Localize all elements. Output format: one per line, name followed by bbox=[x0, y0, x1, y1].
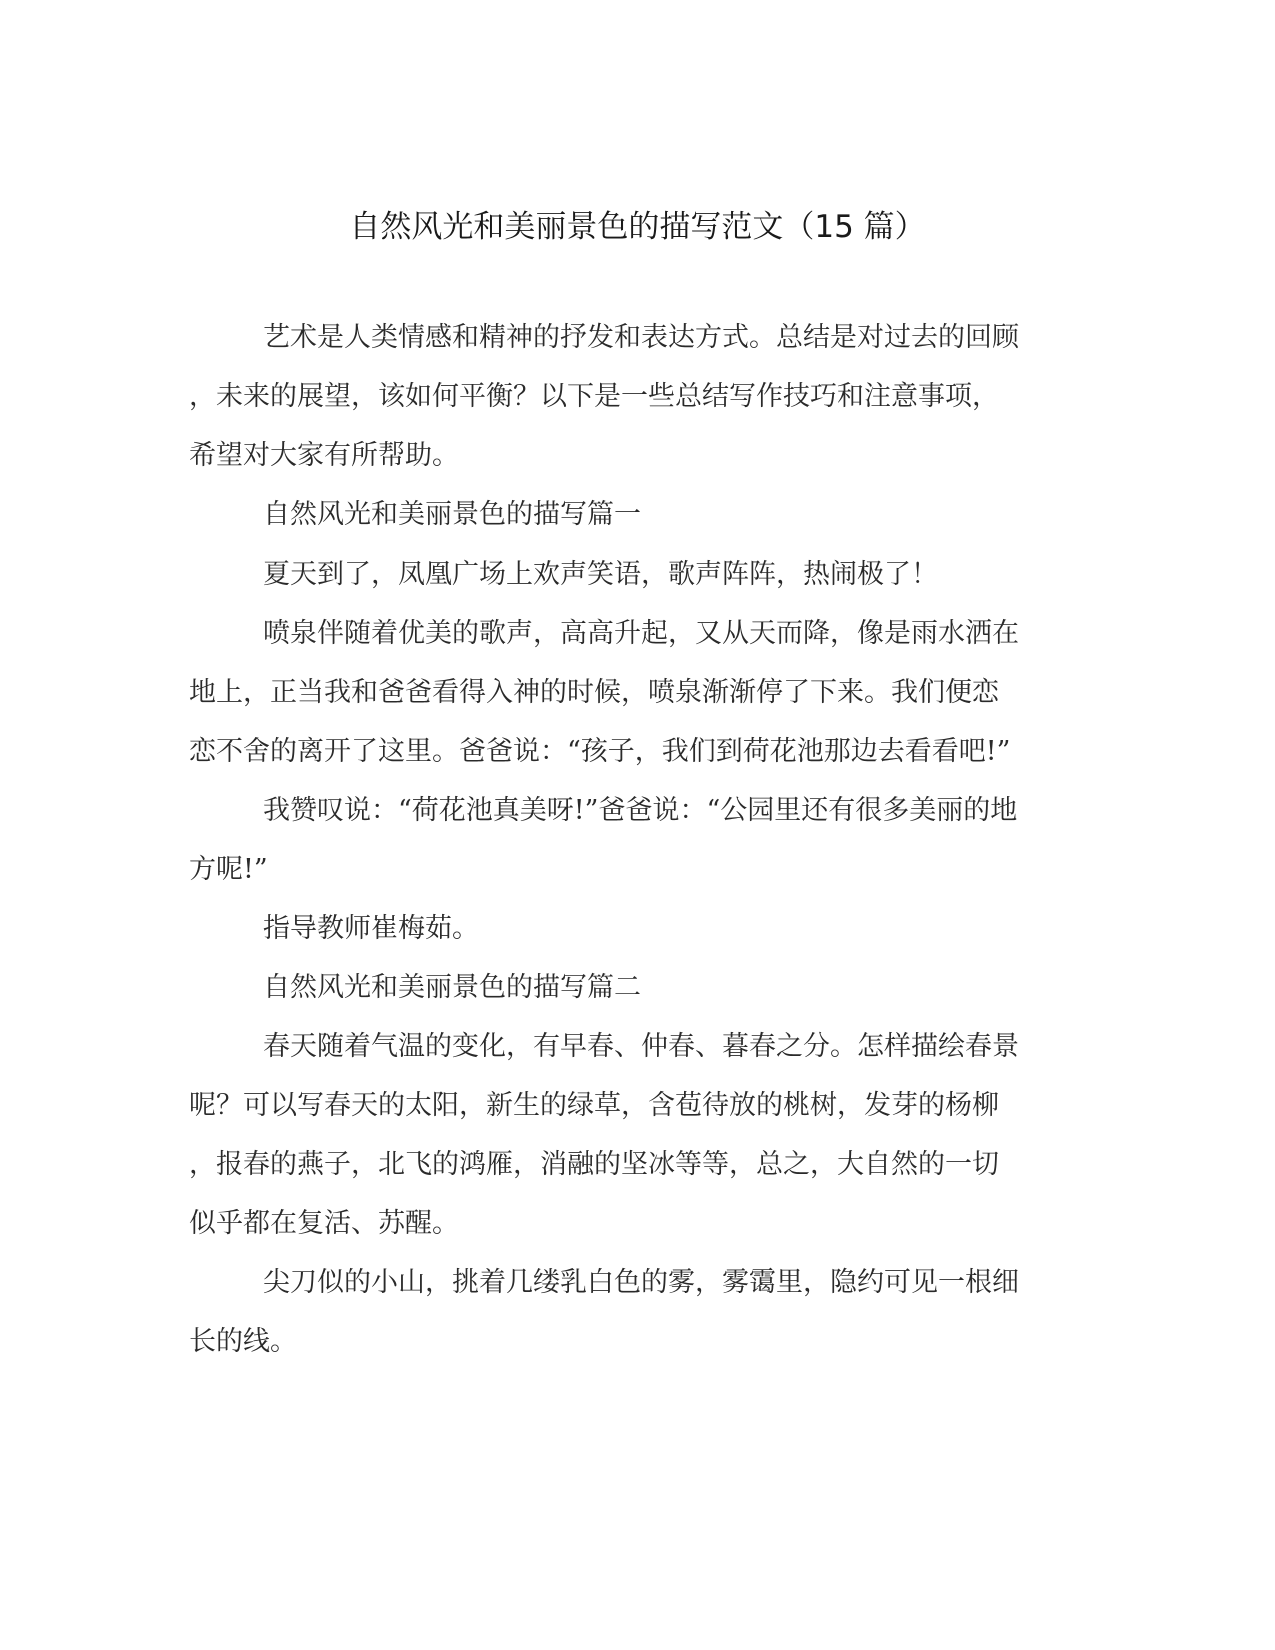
text-line: 地上，正当我和爸爸看得入神的时候，喷泉渐渐停了下来。我们便恋 bbox=[189, 677, 999, 708]
text-line: 夏天到了，凤凰广场上欢声笑语，歌声阵阵，热闹极了！ bbox=[263, 559, 938, 590]
text-line: 长的线。 bbox=[189, 1326, 297, 1357]
text-line: 喷泉伴随着优美的歌声，高高升起，又从天而降，像是雨水洒在 bbox=[263, 618, 1019, 649]
text-line: 似乎都在复活、苏醒。 bbox=[189, 1208, 459, 1239]
text-line: 方呢!” bbox=[189, 854, 268, 885]
text-line: 恋不舍的离开了这里。爸爸说：“孩子，我们到荷花池那边去看看吧!” bbox=[189, 736, 1011, 767]
section-heading: 自然风光和美丽景色的描写篇一 bbox=[263, 499, 641, 530]
document-title: 自然风光和美丽景色的描写范文（15 篇） bbox=[349, 209, 926, 245]
text-line: 尖刀似的小山，挑着几缕乳白色的雾，雾霭里，隐约可见一根细 bbox=[263, 1267, 1019, 1298]
text-line: ，报春的燕子，北飞的鸿雁，消融的坚冰等等，总之，大自然的一切 bbox=[189, 1149, 999, 1180]
text-line: 春天随着气温的变化，有早春、仲春、暮春之分。怎样描绘春景 bbox=[263, 1031, 1019, 1062]
text-line: 艺术是人类情感和精神的抒发和表达方式。总结是对过去的回顾 bbox=[263, 322, 1019, 353]
text-line: 指导教师崔梅茹。 bbox=[263, 913, 479, 944]
text-line: 希望对大家有所帮助。 bbox=[189, 440, 459, 471]
text-line: 我赞叹说：“荷花池真美呀!”爸爸说：“公园里还有很多美丽的地 bbox=[263, 795, 1018, 826]
text-line: ，未来的展望，该如何平衡？以下是一些总结写作技巧和注意事项， bbox=[189, 381, 999, 412]
section-heading: 自然风光和美丽景色的描写篇二 bbox=[263, 972, 641, 1003]
text-line: 呢？可以写春天的太阳，新生的绿草，含苞待放的桃树，发芽的杨柳 bbox=[189, 1090, 999, 1121]
